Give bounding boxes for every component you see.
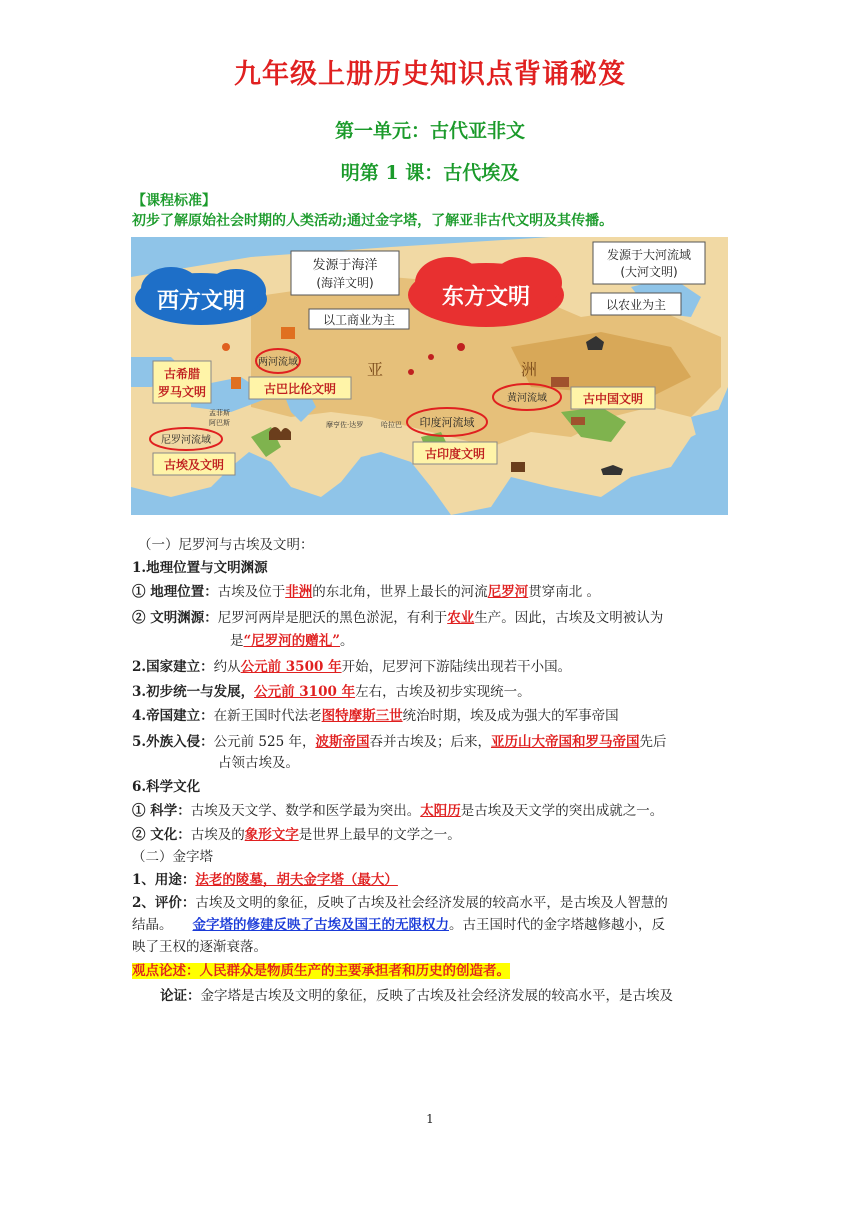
- state-founding-line: 2.国家建立：约从公元前 3500 年开始，尼罗河下游陆续出现若干小国。: [132, 659, 572, 675]
- greece-rome-label: [153, 361, 211, 403]
- standard-text: 初步了解原始社会时期的人类活动;通过金字塔，了解亚非古代文明及其传播。: [132, 213, 614, 229]
- pyramid-eval-line-3: 映了王权的逐渐衰落。: [132, 939, 267, 955]
- science-culture-heading: 6.科学文化: [132, 779, 201, 795]
- svg-text:以农业为主: 以农业为主: [605, 298, 667, 312]
- geo-line: ① 地理位置：古埃及位于非洲的东北角，世界上最长的河流尼罗河贯穿南北 。: [132, 584, 600, 600]
- science-line: ① 科学：古埃及天文学、数学和医学最为突出。太阳历是古埃及天文学的突出成就之一。: [132, 803, 664, 819]
- west-economy-box: [309, 309, 409, 329]
- viewpoint-line: 观点论述：人民群众是物质生产的主要承担者和历史的创造者。: [132, 963, 510, 979]
- page-number: 1: [426, 1112, 434, 1126]
- section-1-heading: （一）尼罗河与古埃及文明：: [138, 537, 314, 553]
- mohenjo-label: 摩亨佐·达罗: [326, 421, 364, 429]
- asia-zhou-label: 洲: [521, 360, 538, 379]
- west-cloud-label: 西方文明: [156, 289, 246, 314]
- lesson-title: 明第 1 课：古代埃及: [340, 162, 520, 184]
- asia-ya-label: 亚: [367, 360, 384, 379]
- harappa-label: 哈拉巴: [381, 421, 402, 429]
- nile-label: 尼罗河流域: [161, 435, 211, 446]
- east-cloud: [408, 257, 564, 327]
- svg-text:古巴比伦文明: 古巴比伦文明: [263, 382, 337, 396]
- svg-text:古希腊: 古希腊: [163, 367, 201, 381]
- pyramid-eval-line: 2、评价：古埃及文明的象征，反映了古埃及社会经济发展的较高水平，是古埃及人智慧的: [132, 895, 668, 911]
- svg-text:(海洋文明): (海洋文明): [316, 276, 374, 290]
- east-cloud-label: 东方文明: [441, 285, 531, 310]
- west-cloud: [135, 267, 267, 325]
- svg-text:古中国文明: 古中国文明: [582, 392, 644, 406]
- empire-line: 4.帝国建立：在新王国时代法老图特摩斯三世统治时期，埃及成为强大的军事帝国: [132, 708, 619, 724]
- invasion-line: 5.外族入侵：公元前 525 年，波斯帝国吞并古埃及；后来，亚历山大帝国和罗马帝国先后: [132, 734, 667, 750]
- section-1-sub: 1.地理位置与文明渊源: [132, 560, 268, 576]
- pyramid-use-line: 1、用途：法老的陵墓，胡夫金字塔（最大）: [132, 872, 398, 888]
- unification-line: 3.初步统一与发展，公元前 3100 年左右，古埃及初步实现统一。: [132, 684, 531, 700]
- argument-line: 论证：金字塔是古埃及文明的象征，反映了古埃及社会经济发展的较高水平，是古埃及: [160, 988, 673, 1004]
- indus-label: 印度河流域: [419, 416, 475, 429]
- svg-text:以工商业为主: 以工商业为主: [322, 313, 396, 327]
- west-source-box: [291, 251, 399, 295]
- svg-text:发源于海洋: 发源于海洋: [312, 258, 378, 273]
- india-label: [413, 442, 497, 464]
- origin-line-2: 是“尼罗河的赠礼”。: [230, 633, 354, 649]
- memphis-label: 孟菲斯: [209, 409, 230, 417]
- culture-line: ② 文化：古埃及的象形文字是世界上最早的文学之一。: [132, 827, 461, 843]
- pyramid-eval-line-2: 结晶。 金字塔的修建反映了古埃及国王的无限权力。古王国时代的金字塔越修越小，反: [132, 917, 665, 933]
- civilization-map: [131, 237, 728, 515]
- section-2-heading: （二）金字塔: [132, 849, 213, 865]
- east-source-box: [593, 242, 705, 284]
- two-rivers-label: 两河流域: [258, 357, 298, 368]
- svg-text:发源于大河流域: 发源于大河流域: [606, 248, 692, 262]
- china-label: [571, 387, 655, 409]
- standard-heading: 【课程标准】: [132, 193, 216, 209]
- invasion-line-2: 占领古埃及。: [218, 755, 299, 771]
- yellow-river-label: 黄河流域: [507, 393, 547, 404]
- egypt-label: [153, 453, 235, 475]
- abas-label: 阿巴斯: [209, 419, 230, 427]
- unit-title: 第一单元：古代亚非文: [334, 120, 525, 142]
- svg-text:罗马文明: 罗马文明: [157, 385, 207, 399]
- babylon-label: [249, 377, 351, 399]
- svg-text:(大河文明): (大河文明): [620, 265, 678, 279]
- east-economy-box: [591, 293, 681, 315]
- origin-line: ② 文明渊源：尼罗河两岸是肥沃的黑色淤泥，有利于农业生产。因此，古埃及文明被认为: [132, 610, 664, 626]
- doc-title: 九年级上册历史知识点背诵秘笈: [234, 59, 626, 90]
- svg-text:古印度文明: 古印度文明: [424, 447, 486, 461]
- svg-text:古埃及文明: 古埃及文明: [163, 458, 225, 472]
